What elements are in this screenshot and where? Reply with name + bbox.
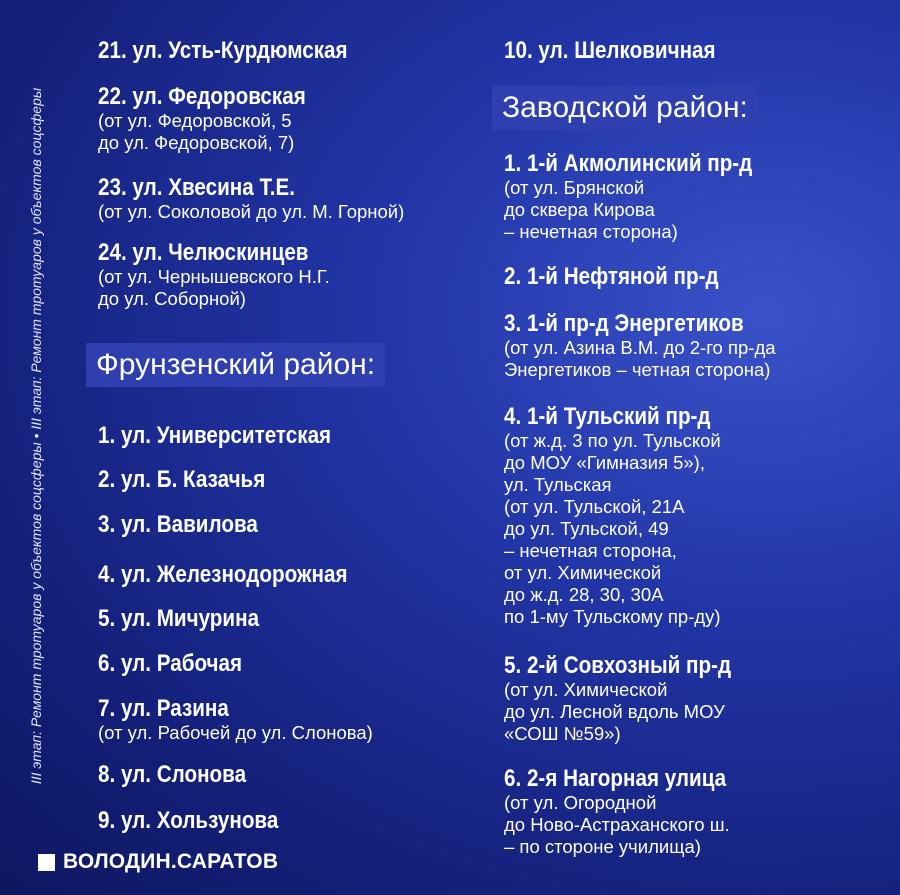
item-title: 8. ул. Слонова [98, 761, 247, 788]
item-detail: до ул. Лесной вдоль МОУ [504, 701, 725, 722]
item-detail: до Ново-Астраханского ш. [504, 814, 730, 835]
brand-square-icon [38, 854, 55, 871]
item-detail: до МОУ «Гимназия 5»), [504, 452, 705, 473]
item-detail: до ул. Соборной) [98, 288, 246, 309]
side-caption-text: III этап: Ремонт тротуаров у объектов соцсферы • III этап: Ремонт тротуаров у объектов соцсферы [28, 87, 44, 785]
item-detail: (от ул. Химической [504, 679, 668, 700]
item-title: 7. ул. Разина [98, 695, 229, 722]
item-detail: (от ул. Тульской, 21А [504, 496, 685, 517]
item-detail: до сквера Кирова [504, 199, 655, 220]
item-detail: (от ул. Федоровской, 5 [98, 110, 292, 131]
item-title: 3. ул. Вавилова [98, 511, 258, 538]
item-detail: (от ул. Рабочей до ул. Слонова) [98, 722, 373, 743]
item-detail: до ул. Федоровской, 7) [98, 132, 295, 153]
list-item [504, 766, 762, 858]
item-title: 24. ул. Челюскинцев [98, 239, 309, 266]
item-detail: – нечетная сторона) [504, 221, 678, 242]
list-item [504, 311, 783, 381]
item-detail: до ул. Тульской, 49 [504, 518, 669, 539]
item-title: 5. 2-й Совхозный пр-д [504, 652, 732, 679]
frunzensky-heading: Фрунзенский район: [86, 343, 385, 387]
list-item [98, 240, 343, 310]
list-item [504, 151, 793, 243]
item-detail: – нечетная сторона, [504, 540, 677, 561]
item-title: 1. 1-й Акмолинский пр-д [504, 150, 753, 177]
item-title: 3. 1-й пр-д Энергетиков [504, 310, 744, 337]
item-title: 2. 1-й Нефтяной пр-д [504, 263, 719, 290]
list-item [98, 467, 293, 493]
item-title: 22. ул. Федоровская [98, 83, 306, 110]
brand-name: ВОЛОДИН.САРАТОВ [63, 850, 279, 873]
item-detail: (от ул. Брянской [504, 177, 645, 198]
item-title: 6. ул. Рабочая [98, 650, 243, 677]
item-title: 4. ул. Железнодорожная [98, 561, 348, 588]
item-title: 1. ул. Университетская [98, 422, 332, 449]
list-item [98, 696, 373, 744]
brand-logo [38, 850, 278, 874]
item-detail: по 1-му Тульскому пр-ду) [504, 606, 721, 627]
list-item [98, 84, 340, 154]
item-detail: (от ж.д. 3 по ул. Тульской [504, 430, 721, 451]
item-title: 5. ул. Мичурина [98, 605, 260, 632]
list-item [504, 38, 750, 64]
item-detail: (от ул. Огородной [504, 792, 657, 813]
item-title: 23. ул. Хвесина Т.Е. [98, 174, 295, 201]
list-item [98, 512, 284, 538]
item-title: 6. 2-я Нагорная улица [504, 765, 727, 792]
list-item [98, 808, 308, 834]
item-detail: до ж.д. 28, 30, 30А [504, 584, 664, 605]
item-detail: – по стороне училища) [504, 836, 701, 857]
list-item [504, 264, 754, 290]
list-item [98, 423, 369, 449]
item-title: 2. ул. Б. Казачья [98, 466, 266, 493]
item-detail: ул. Тульская [504, 474, 612, 495]
side-caption [10, 36, 62, 836]
item-detail: «СОШ №59») [504, 723, 621, 744]
list-item [98, 562, 388, 588]
item-title: 21. ул. Усть-Курдюмская [98, 37, 348, 64]
item-title: 9. ул. Хользунова [98, 807, 279, 834]
list-item [504, 404, 744, 628]
list-item [98, 651, 266, 677]
item-title: 10. ул. Шелковичная [504, 37, 716, 64]
item-detail: (от ул. Соколовой до ул. М. Горной) [98, 201, 405, 222]
list-item [98, 762, 270, 788]
list-item [98, 175, 404, 223]
item-detail: (от ул. Азина В.М. до 2-го пр-да [504, 337, 776, 358]
item-detail: от ул. Химической [504, 562, 662, 583]
list-item [504, 653, 768, 745]
item-title: 4. 1-й Тульский пр-д [504, 403, 711, 430]
list-item [98, 38, 388, 64]
item-detail: Энергетиков – четная сторона) [504, 359, 771, 380]
zavodskoy-heading: Заводской район: [492, 86, 758, 130]
item-detail: (от ул. Чернышевского Н.Г. [98, 266, 330, 287]
list-item [98, 606, 285, 632]
